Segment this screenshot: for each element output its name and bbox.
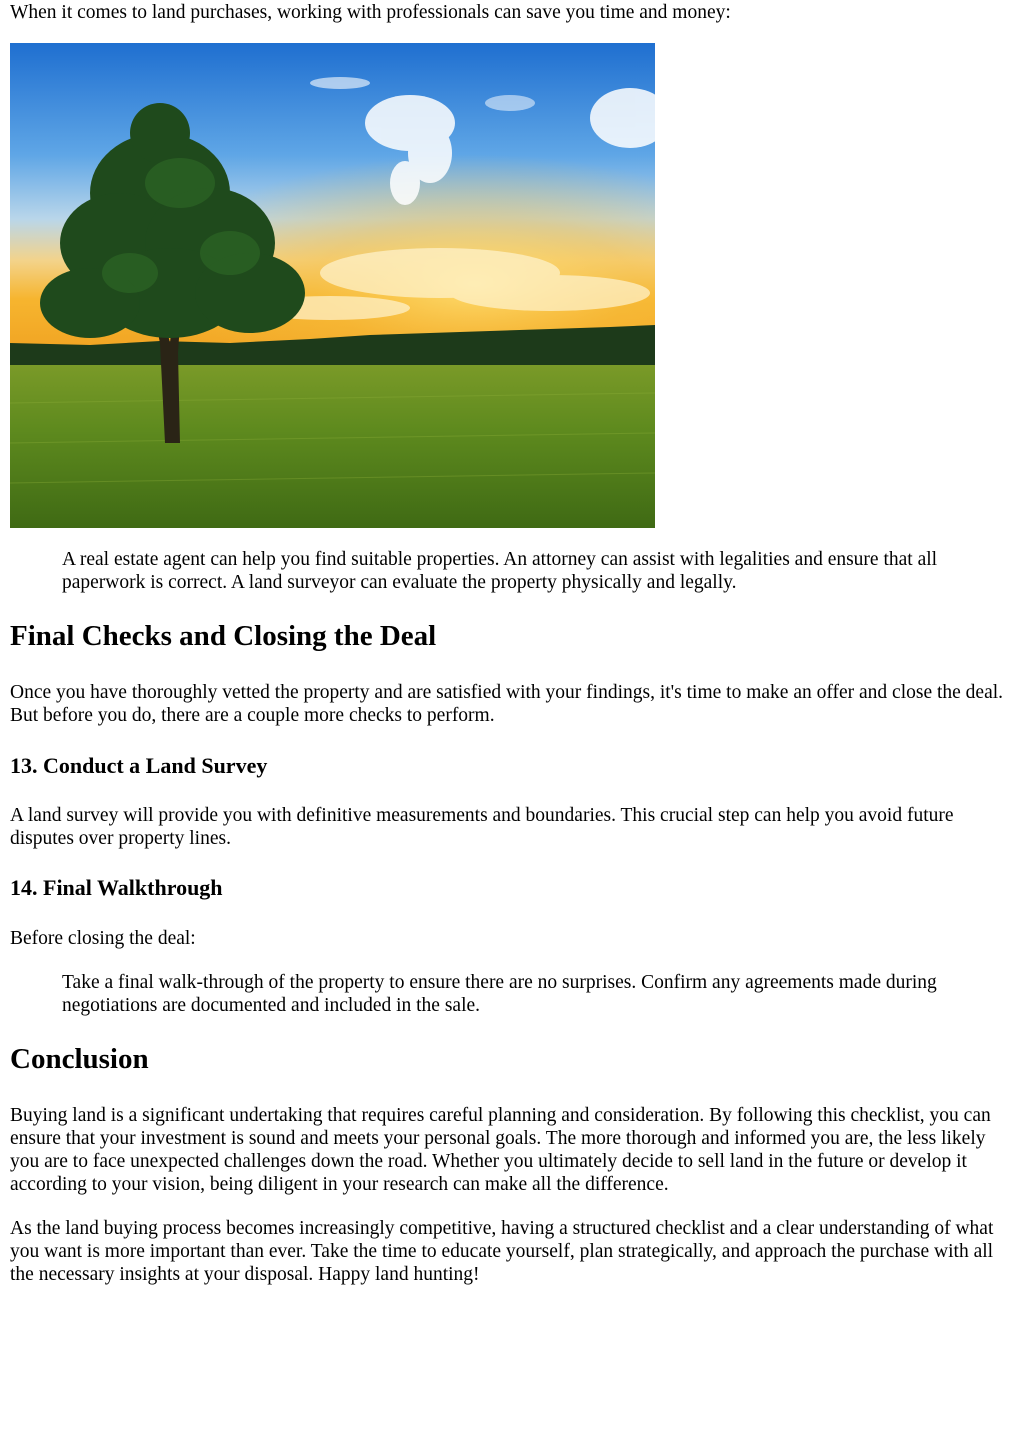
walkthrough-lead: Before closing the deal: — [10, 928, 196, 949]
walkthrough-quote: Take a final walk-through of the property to ensure there are no surprises. Confirm any agreements made during negotiations are documented and included in the sale. — [62, 972, 937, 1016]
walkthrough-heading: 14. Final Walkthrough — [10, 875, 223, 900]
final-checks-paragraph: Once you have thoroughly vetted the property and are satisfied with your findings, it's time to make an offer and close the deal. But before you do, there are a couple more checks to perform. — [10, 682, 1004, 726]
landscape-photo — [10, 43, 655, 528]
conclusion-heading: Conclusion — [10, 1043, 149, 1075]
final-checks-heading: Final Checks and Closing the Deal — [10, 620, 437, 652]
survey-paragraph: A land survey will provide you with definitive measurements and boundaries. This crucial step can help you avoid future disputes over property lines. — [10, 805, 954, 849]
conclusion-paragraph-2: As the land buying process becomes increasingly competitive, having a structured checklist and a clear understanding of what you want is more important than ever. Take the time to educate yourself, plan strategically, and approach the purchase with all the necessary insights at your disposal. Happy land hunting! — [10, 1218, 994, 1285]
professionals-quote: A real estate agent can help you find suitable properties. An attorney can assist with legalities and ensure that all paperwork is correct. A land surveyor can evaluate the property physically and legally. — [62, 549, 938, 593]
intro-paragraph: When it comes to land purchases, working with professionals can save you time and money: — [10, 2, 731, 23]
conclusion-paragraph-1: Buying land is a significant undertaking that requires careful planning and consideration. By following this checklist, you can ensure that your investment is sound and meets your personal goals. The more thorough and informed you are, the less likely you are to face unexpected challenges down the road. Whether you ultimately decide to sell land in the future or develop it according to your vision, being diligent in your research can make all the difference. — [10, 1105, 991, 1195]
survey-heading: 13. Conduct a Land Survey — [10, 753, 268, 778]
